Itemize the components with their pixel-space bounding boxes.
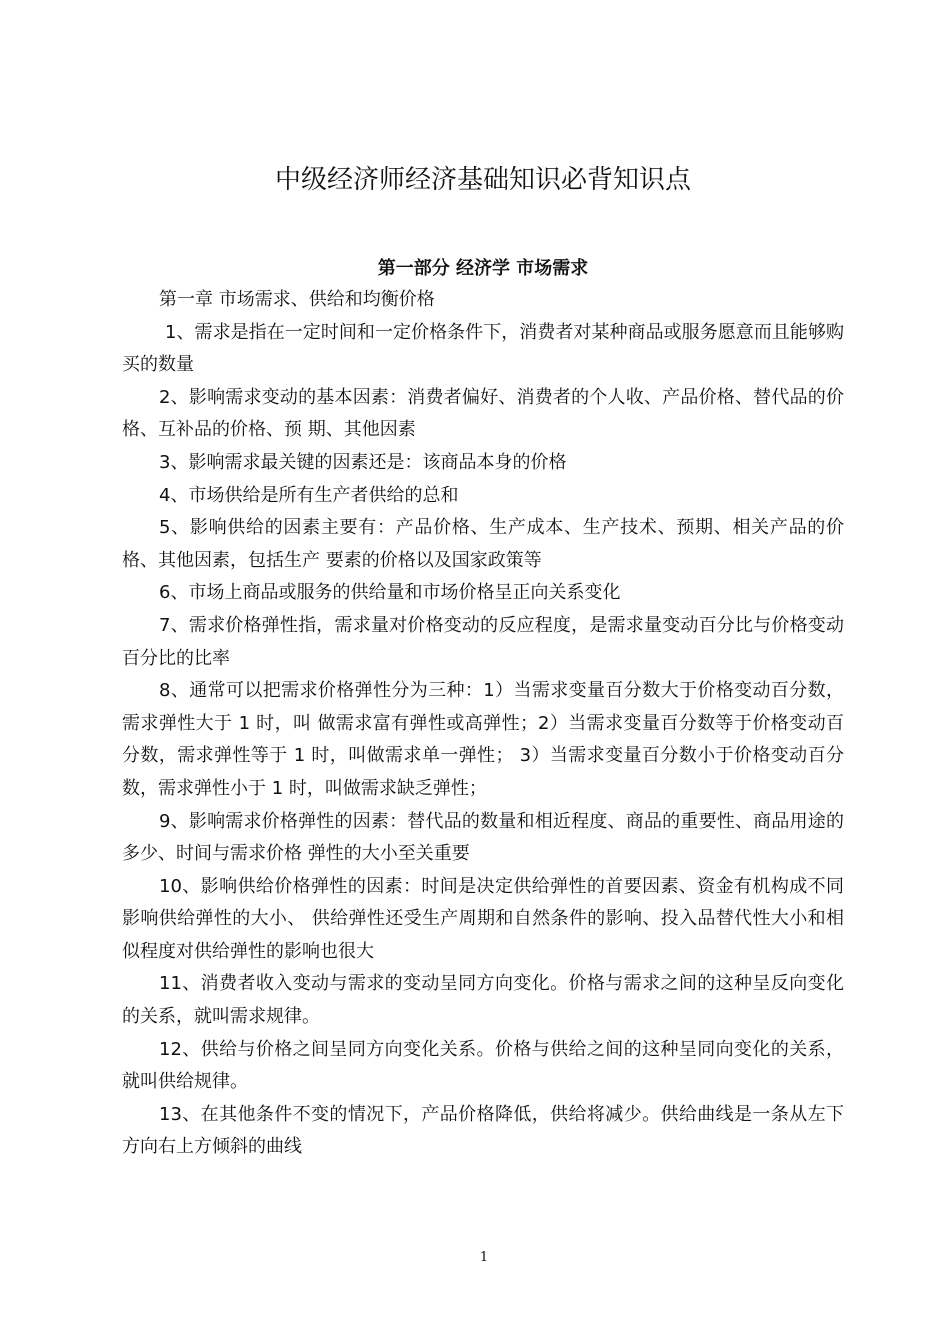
paragraph-4: 4、市场供给是所有生产者供给的总和 <box>159 484 459 506</box>
paragraph-8: 8、通常可以把需求价格弹性分为三种：1）当需求变量百分数大于价格变动百分数，需求弹性大于 1 时，叫 做需求富有弹性或高弹性；2）当需求变量百分数等于价格变动百分数，需求弹性等于 1 时，叫做需求单一弹性； 3）当需求变量百分数小于价格变动百分数，需求弹性小于 1 时，叫做需求缺乏弹性； <box>122 680 844 799</box>
paragraph-6: 6、市场上商品或服务的供给量和市场价格呈正向关系变化 <box>159 582 621 604</box>
paragraph-5: 5、影响供给的因素主要有：产品价格、生产成本、生产技术、预期、相关产品的价格、其他因素，包括生产 要素的价格以及国家政策等 <box>122 517 844 571</box>
paragraph-1: 1、需求是指在一定时间和一定价格条件下，消费者对某种商品或服务愿意而且能够购买的数量 <box>122 321 844 376</box>
document-body <box>122 284 844 1164</box>
paragraph-12: 12、供给与价格之间呈同方向变化关系。价格与供给之间的这种呈同向变化的关系，就叫供给规律。 <box>122 1038 844 1093</box>
document-page <box>122 0 844 1344</box>
page-number: 1 <box>479 1250 489 1265</box>
document-title: 中级经济师经济基础知识必背知识点 <box>274 165 691 195</box>
paragraph-9: 9、影响需求价格弹性的因素：替代品的数量和相近程度、商品的重要性、商品用途的多少、时间与需求价格 弹性的大小至关重要 <box>122 810 844 865</box>
paragraph-3: 3、影响需求最关键的因素还是：该商品本身的价格 <box>159 451 567 473</box>
paragraph-2: 2、影响需求变动的基本因素：消费者偏好、消费者的个人收、产品价格、替代品的价格、互补品的价格、预 期、其他因素 <box>122 386 844 441</box>
paragraph-7: 7、需求价格弹性指，需求量对价格变动的反应程度，是需求量变动百分比与价格变动百分比的比率 <box>122 614 844 669</box>
paragraph-11: 11、消费者收入变动与需求的变动呈同方向变化。价格与需求之间的这种呈反向变化的关系，就叫需求规律。 <box>122 973 844 1028</box>
paragraph-10: 10、影响供给价格弹性的因素：时间是决定供给弹性的首要因素、资金有机构成不同影响供给弹性的大小、 供给弹性还受生产周期和自然条件的影响、投入品替代性大小和相似程度对供给弹性的影响也很大 <box>122 875 844 962</box>
chapter-heading: 第一章 市场需求、供给和均衡价格 <box>159 289 435 310</box>
paragraph-13: 13、在其他条件不变的情况下，产品价格降低，供给将减少。供给曲线是一条从左下方向右上方倾斜的曲线 <box>122 1103 844 1158</box>
part-heading: 第一部分 经济学 市场需求 <box>377 258 589 279</box>
